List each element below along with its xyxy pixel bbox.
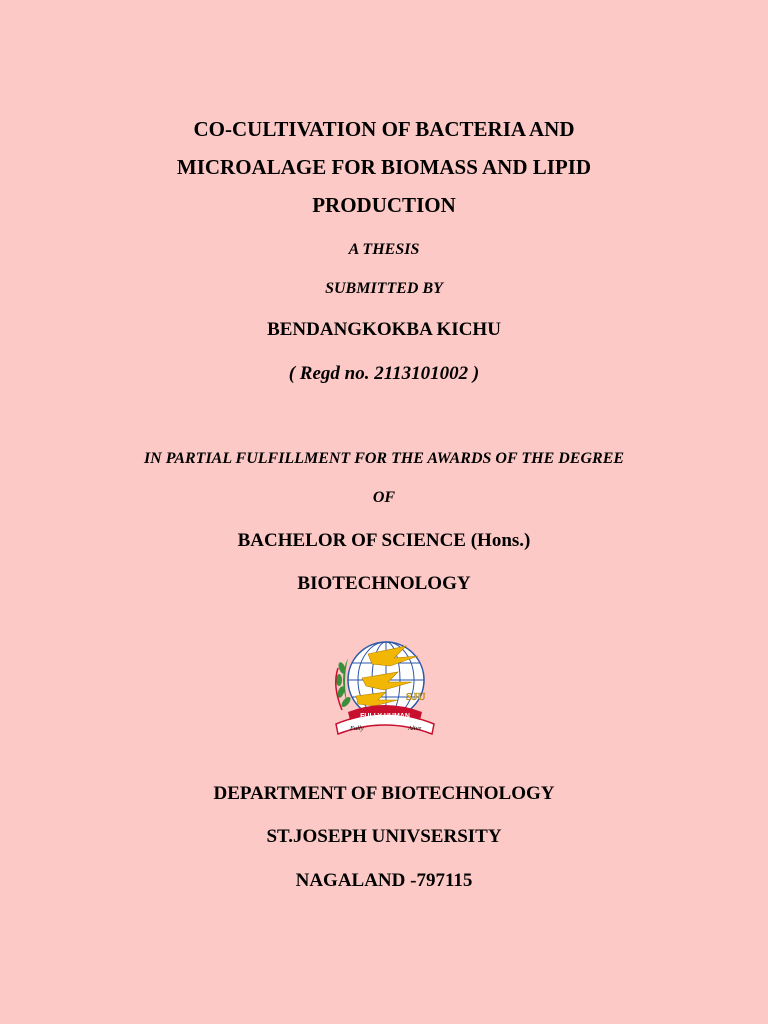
university-name: ST.JOSEPH UNIVSERSITY [266,826,502,847]
title-line-2: MICROALAGE FOR BIOMASS AND LIPID [176,155,592,179]
department-name: DEPARTMENT OF BIOTECHNOLOGY [213,783,555,804]
title-line-3: PRODUCTION [312,193,456,217]
title-line-1: CO-CULTIVATION OF BACTERIA AND [193,117,575,141]
submitted-by-label: SUBMITTED BY [325,280,443,297]
university-location: NAGALAND -797115 [295,870,473,891]
author-name: BENDANGKOKBA KICHU [267,319,501,340]
logo-motto-left: Fully [350,725,364,732]
fulfillment-line-1: IN PARTIAL FULFILLMENT FOR THE AWARDS OF THE DEGREE [143,450,625,467]
registration-number: ( Regd no. 2113101002 ) [288,363,480,384]
university-logo [328,638,442,742]
degree-name: BACHELOR OF SCIENCE (Hons.) [237,530,531,551]
logo-motto-right: Alive [408,725,422,732]
logo-motto-main: FULLY HUMAN [360,713,410,720]
thesis-label: A THESIS [348,241,420,258]
fulfillment-line-2: OF [372,489,396,506]
subject-name: BIOTECHNOLOGY [297,573,471,594]
logo-abbreviation: SJU [406,691,426,703]
